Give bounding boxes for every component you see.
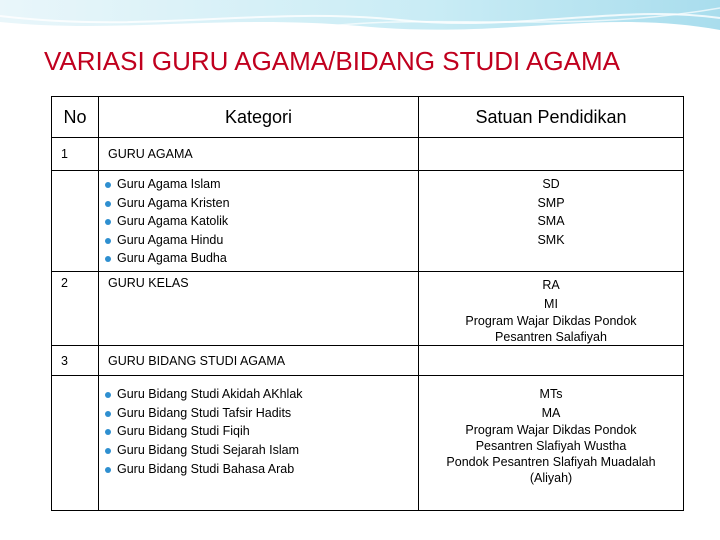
category-table — [51, 96, 684, 511]
list-item: Guru Agama Hindu — [105, 231, 418, 250]
table-header-row — [52, 97, 684, 138]
satuan-item: SMK — [537, 232, 565, 247]
header-no: No — [52, 97, 99, 138]
satuan-list-cell — [419, 272, 684, 346]
list-item: Guru Bidang Studi Bahasa Arab — [105, 460, 418, 479]
satuan-item: MA — [541, 405, 561, 420]
row-number-empty — [52, 376, 99, 511]
list-item: Guru Agama Islam — [105, 175, 418, 194]
list-item: Guru Bidang Studi Akidah AKhlak — [105, 385, 418, 404]
satuan-item: Program Wajar Dikdas Pondok Pesantren Salafiyah — [465, 314, 637, 345]
kategori-list — [99, 385, 418, 478]
satuan-list-cell — [419, 376, 684, 511]
satuan-item: SMA — [537, 214, 565, 229]
table-row — [52, 346, 684, 376]
row-number: 3 — [52, 346, 99, 376]
table-row — [52, 376, 684, 511]
header-kategori: Kategori — [99, 97, 419, 138]
kategori-list — [99, 175, 418, 268]
satuan-item: Program Wajar Dikdas Pondok Pesantren Slafiyah Wustha — [465, 423, 637, 454]
page-title: VARIASI GURU AGAMA/BIDANG STUDI AGAMA — [44, 46, 620, 76]
list-item: Guru Agama Kristen — [105, 194, 418, 213]
row-number: 2 — [52, 272, 99, 346]
satuan-item: Pondok Pesantren Slafiyah Muadalah (Aliyah) — [446, 455, 656, 486]
satuan-item: SMP — [537, 195, 565, 210]
satuan-cell — [419, 138, 684, 171]
kategori-list-cell — [99, 376, 419, 511]
list-item: Guru Agama Katolik — [105, 212, 418, 231]
table-row — [52, 138, 684, 171]
satuan-list-cell — [419, 171, 684, 272]
list-item: Guru Bidang Studi Fiqih — [105, 422, 418, 441]
satuan-item: SD — [542, 177, 560, 191]
category-heading: GURU BIDANG STUDI AGAMA — [99, 346, 419, 376]
satuan-item: MI — [544, 296, 558, 311]
satuan-item: RA — [542, 278, 560, 292]
kategori-list-cell — [99, 171, 419, 272]
table-row — [52, 171, 684, 272]
category-heading: GURU KELAS — [99, 272, 419, 346]
header-wave-decoration — [0, 0, 720, 44]
header-satuan: Satuan Pendidikan — [419, 97, 684, 138]
list-item: Guru Agama Budha — [105, 249, 418, 268]
satuan-cell — [419, 346, 684, 376]
list-item: Guru Bidang Studi Sejarah Islam — [105, 441, 418, 460]
table-row — [52, 272, 684, 346]
row-number: 1 — [52, 138, 99, 171]
row-number-empty — [52, 171, 99, 272]
category-heading: GURU AGAMA — [99, 138, 419, 171]
satuan-item: MTs — [539, 387, 563, 402]
list-item: Guru Bidang Studi Tafsir Hadits — [105, 404, 418, 423]
